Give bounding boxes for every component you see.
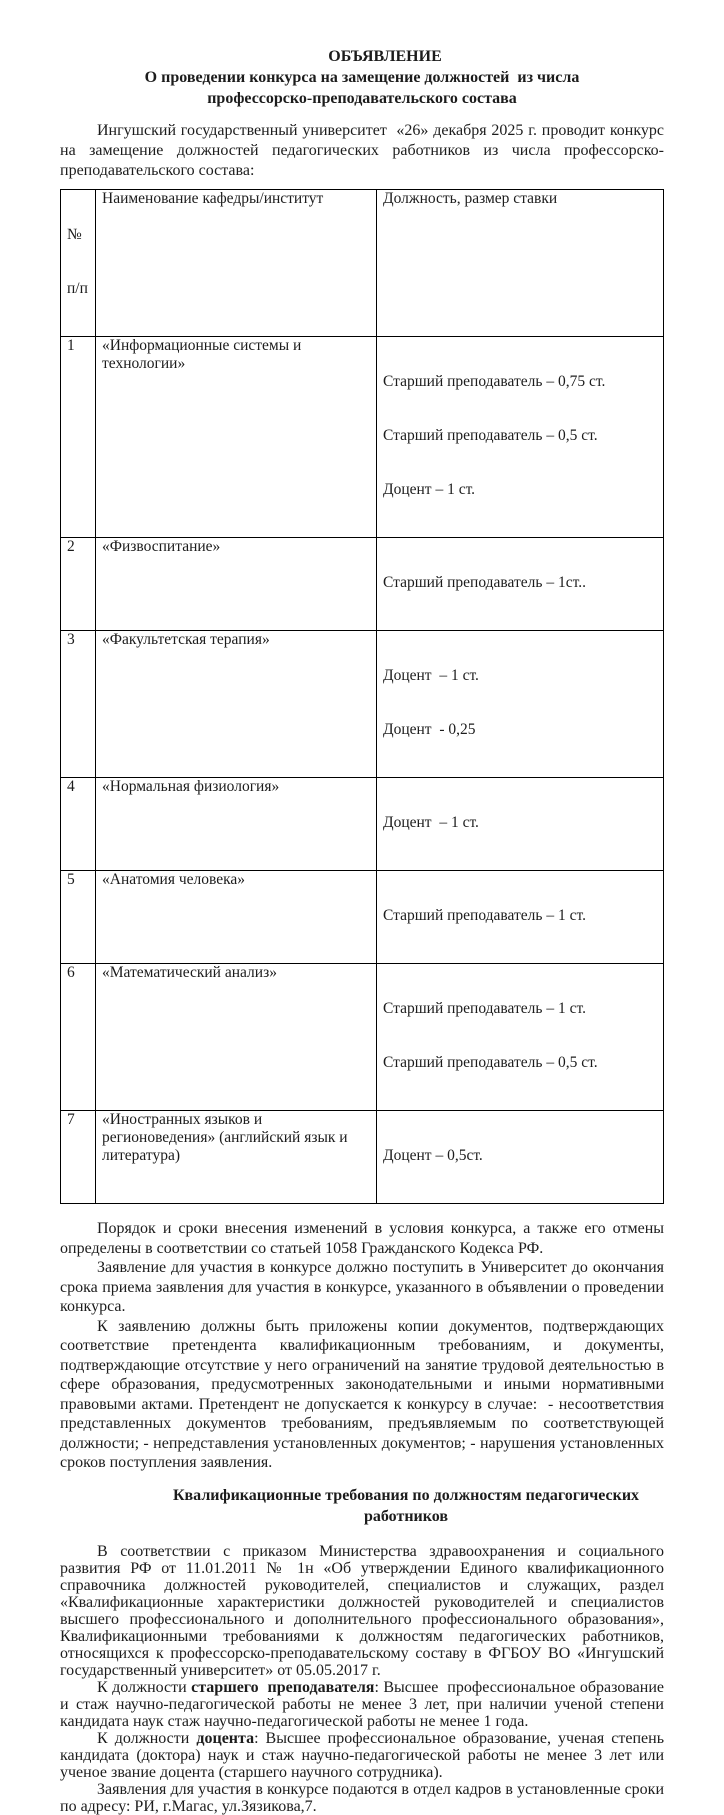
row-department: «Анатомия человека»: [96, 871, 377, 964]
row-positions: [377, 964, 664, 1111]
document-title: [60, 46, 664, 109]
position-line: Доцент – 0,5ст.: [383, 1147, 483, 1164]
title-line-1: ОБЪЯВЛЕНИЕ: [328, 48, 442, 65]
paragraph-amendments: Порядок и сроки внесения изменений в условия конкурса, а также его отмены определены в соответствии со статьей 1058 Гражданского Кодекса РФ.: [60, 1220, 668, 1257]
title-line-2: О проведении конкурса на замещение должностей из числа: [144, 69, 580, 86]
row-positions: [377, 538, 664, 631]
row-positions: [377, 337, 664, 538]
paragraph-qualification-basis: В соответствии с приказом Министерства здравоохранения и социального развития РФ от 11.01.2011 № 1н «Об утверждении Единого квалификационного справочника должностей руководителей, специалистов и служащих, раздел «Квалификационные характеристики должностей руководителей и специалистов высшего профессионального и дополнительного профессионального образования», Квалификационными требованиями к должностям педагогических работников, относящихся к профессорско-преподавательскому составу в ФГБОУ ВО «Ингушский государственный университет» от 05.05.2017 г.: [60, 1542, 668, 1679]
intro-paragraph: Ингушский государственный университет «26» декабря 2025 г. проводит конкурс на замещение должностей педагогических работников из числа профессорско-преподавательского состава:: [60, 122, 668, 179]
paragraph-submission-address: Заявления для участия в конкурсе подаются в отдел кадров в установленные сроки по адресу: РИ, г.Магас, ул.Зязикова,7.: [60, 1780, 668, 1815]
header-cell-department: Наименование кафедры/институт: [96, 190, 377, 337]
position-line: Доцент - 0,25: [383, 721, 476, 738]
table-row: [61, 871, 664, 964]
row-num: 7: [61, 1111, 96, 1204]
vacancies-table: [60, 189, 664, 1204]
row-department: «Информационные системы и технологии»: [96, 337, 377, 538]
paragraph-application-deadline: Заявление для участия в конкурсе должно поступить в Университет до окончания срока приема заявления для участия в конкурсе, указанного в объявлении о проведении конкурса.: [60, 1259, 668, 1315]
row-department: «Факультетская терапия»: [96, 631, 377, 778]
row-num: 2: [61, 538, 96, 631]
docent-prefix: К должности: [97, 1729, 197, 1747]
row-department: «Нормальная физиология»: [96, 778, 377, 871]
row-department: «Физвоспитание»: [96, 538, 377, 631]
row-num: 5: [61, 871, 96, 964]
header-num-line-1: №: [67, 226, 82, 243]
paragraph-docent-requirements: [60, 1729, 668, 1781]
row-positions: [377, 1111, 664, 1204]
header-num-line-2: п/п: [67, 280, 88, 297]
table-row: [61, 538, 664, 631]
position-line: Старший преподаватель – 0,5 ст.: [383, 1054, 598, 1071]
docent-term: доцента: [196, 1729, 255, 1747]
position-line: Старший преподаватель – 0,75 ст.: [383, 373, 606, 390]
table-row: [61, 1111, 664, 1204]
senior-prefix: К должности: [97, 1678, 192, 1696]
title-line-3: профессорско-преподавательского состава: [207, 90, 517, 107]
position-line: Доцент – 1 ст.: [383, 481, 476, 498]
table-row: [61, 964, 664, 1111]
senior-rest: : Высшее профессиональное образование и стаж научно-педагогической работы не менее 3 лет, при наличии ученой степени кандидата наук стаж научно-педагогической работы не менее 1 года.: [60, 1678, 668, 1730]
position-line: Старший преподаватель – 1 ст.: [383, 907, 586, 924]
table-row: [61, 631, 664, 778]
row-positions: [377, 631, 664, 778]
row-num: 1: [61, 337, 96, 538]
row-num: 3: [61, 631, 96, 778]
row-department: «Математический анализ»: [96, 964, 377, 1111]
position-line: Старший преподаватель – 0,5 ст.: [383, 427, 598, 444]
row-positions: [377, 778, 664, 871]
row-num: 4: [61, 778, 96, 871]
header-cell-position: Должность, размер ставки: [377, 190, 664, 337]
table-row: [61, 337, 664, 538]
docent-rest: : Высшее профессиональное образование, ученая степень кандидата (доктора) наук и стаж научно-педагогической работы не менее 3 лет или ученое звание доцента (старшего научного сотрудника).: [60, 1729, 668, 1781]
qualification-section-heading: Квалификационные требования по должностям педагогических работников: [172, 1486, 640, 1525]
header-cell-num: [61, 190, 96, 337]
position-line: Старший преподаватель – 1 ст.: [383, 1000, 586, 1017]
row-num: 6: [61, 964, 96, 1111]
table-row: [61, 778, 664, 871]
row-department: «Иностранных языков и регионоведения» (английский язык и литература): [96, 1111, 377, 1204]
row-positions: [377, 871, 664, 964]
paragraph-senior-lecturer-requirements: [60, 1678, 668, 1730]
table-header-row: [61, 190, 664, 337]
senior-term: старшего преподавателя: [191, 1678, 375, 1696]
position-line: Старший преподаватель – 1ст..: [383, 574, 586, 591]
position-line: Доцент – 1 ст.: [383, 667, 479, 684]
position-line: Доцент – 1 ст.: [383, 814, 479, 831]
paragraph-required-documents: К заявлению должны быть приложены копии документов, подтверждающих соответствие претендента квалификационным требованиям, и документы, подтверждающие отсутствие у него ограничений на занятие трудовой деятельностью в сфере образования, предусмотренных законодательными и иными нормативными правовыми актами. Претендент не допускается к конкурсу в случае: - несоответствия представленных документов требованиям, предъявляемым по соответствующей должности; - непредставления установленных документов; - нарушения установленных сроков поступления заявления.: [60, 1317, 668, 1471]
